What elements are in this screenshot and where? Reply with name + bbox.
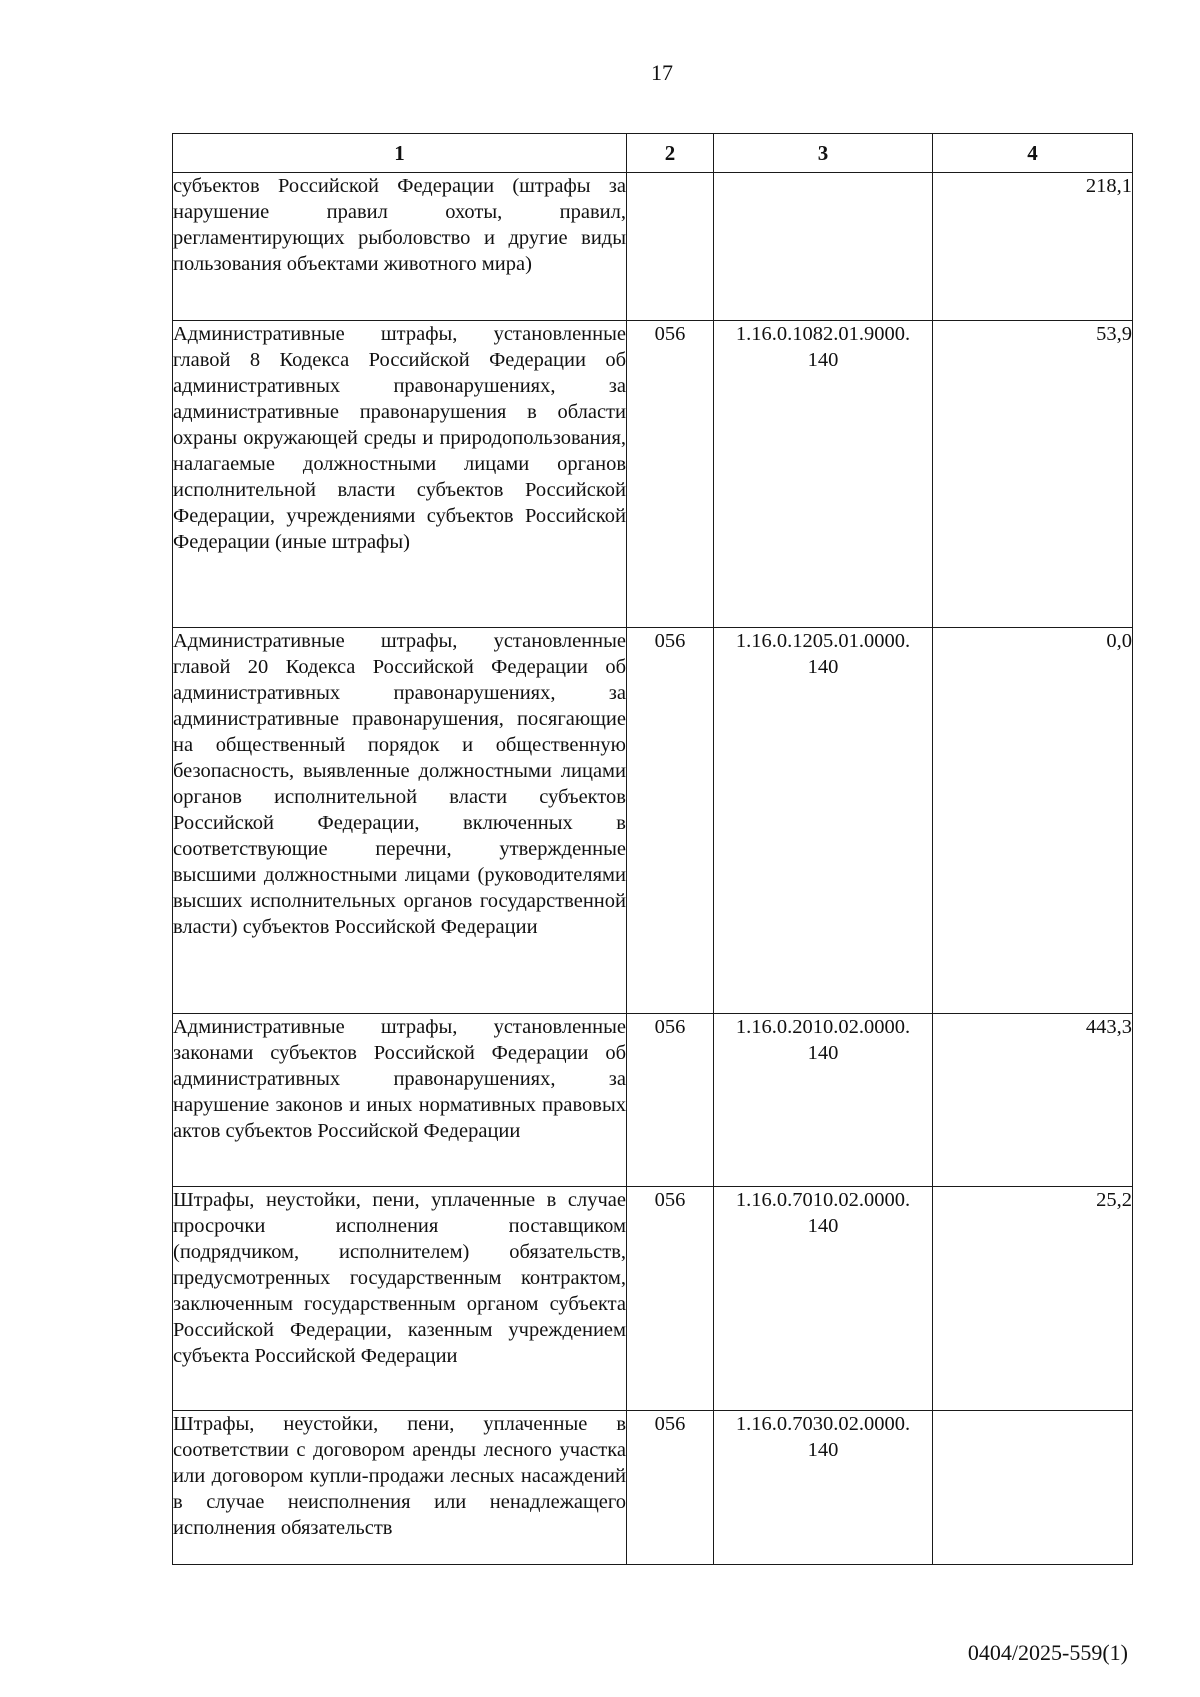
code-line-2: 140 (807, 1042, 839, 1064)
row-admin-cell: 056 (627, 321, 714, 628)
row-code-cell (714, 1187, 933, 1411)
code-line-1: 1.16.0.1082.01.9000. (735, 323, 911, 345)
row-amount-cell: 218,1 (933, 173, 1133, 321)
code-line-2: 140 (807, 349, 839, 371)
column-header-1: 1 (173, 134, 627, 173)
row-name-cell: Административные штрафы, установленные главой 20 Кодекса Российской Федерации об административных правонарушениях, за административные правонарушения, посягающие на общественный порядок и общественную безопасность, выявленные должностными лицами органов исполнительной власти субъектов Российской Федерации, включенных в соответствующие перечни, утвержденные высшими должностными лицами (руководителями высших исполнительных органов государственной власти) субъектов Российской Федерации (173, 628, 627, 1014)
row-amount-cell: 25,2 (933, 1187, 1133, 1411)
column-header-3: 3 (714, 134, 933, 173)
revenue-table (172, 133, 1133, 1565)
row-amount-cell: 53,9 (933, 321, 1133, 628)
code-line-1: 1.16.0.1205.01.0000. (735, 630, 911, 652)
row-amount-cell: 443,3 (933, 1014, 1133, 1187)
column-header-2: 2 (627, 134, 714, 173)
row-name-cell: субъектов Российской Федерации (штрафы за нарушение правил охоты, правил, регламентирующих рыболовство и другие виды пользования объектами животного мира) (173, 173, 627, 321)
code-line-1: 1.16.0.2010.02.0000. (735, 1016, 911, 1038)
row-code-cell (714, 321, 933, 628)
row-name-cell: Штрафы, неустойки, пени, уплаченные в соответствии с договором аренды лесного участка или договором купли-продажи лесных насаждений в случае неисполнения или ненадлежащего исполнения обязательств (173, 1411, 627, 1565)
row-amount-cell: 0,0 (933, 628, 1133, 1014)
row-name-cell: Административные штрафы, установленные главой 8 Кодекса Российской Федерации об административных правонарушениях, за административные правонарушения в области охраны окружающей среды и природопользования, налагаемые должностными лицами органов исполнительной власти субъектов Российской Федерации, учреждениями субъектов Российской Федерации (иные штрафы) (173, 321, 627, 628)
table-row (173, 173, 1133, 321)
table-row (173, 321, 1133, 628)
row-admin-cell: 056 (627, 1014, 714, 1187)
table-row (173, 1411, 1133, 1565)
row-name-cell: Штрафы, неустойки, пени, уплаченные в случае просрочки исполнения поставщиком (подрядчиком, исполнителем) обязательств, предусмотренных государственным контрактом, заключенным государственным органом субъекта Российской Федерации, казенным учреждением субъекта Российской Федерации (173, 1187, 627, 1411)
document-registration-code: 0404/2025-559(1) (967, 1640, 1128, 1665)
code-line-2: 140 (807, 1215, 839, 1237)
row-admin-cell: 056 (627, 1187, 714, 1411)
row-code-cell (714, 1411, 933, 1565)
code-line-1: 1.16.0.7030.02.0000. (735, 1413, 911, 1435)
row-admin-cell: 056 (627, 628, 714, 1014)
row-code-cell (714, 1014, 933, 1187)
code-line-1: 1.16.0.7010.02.0000. (735, 1189, 911, 1211)
table-header-row (173, 134, 1133, 173)
row-code-cell (714, 173, 933, 321)
page-number: 17 (651, 60, 673, 85)
code-line-2: 140 (807, 656, 839, 678)
column-header-4: 4 (933, 134, 1133, 173)
row-name-cell: Административные штрафы, установленные законами субъектов Российской Федерации об административных правонарушениях, за нарушение законов и иных нормативных правовых актов субъектов Российской Федерации (173, 1014, 627, 1187)
code-line-2: 140 (807, 1439, 839, 1461)
row-code-cell (714, 628, 933, 1014)
row-admin-cell (627, 173, 714, 321)
row-admin-cell: 056 (627, 1411, 714, 1565)
table-row (173, 1187, 1133, 1411)
table-row (173, 628, 1133, 1014)
table-row (173, 1014, 1133, 1187)
row-amount-cell (933, 1411, 1133, 1565)
